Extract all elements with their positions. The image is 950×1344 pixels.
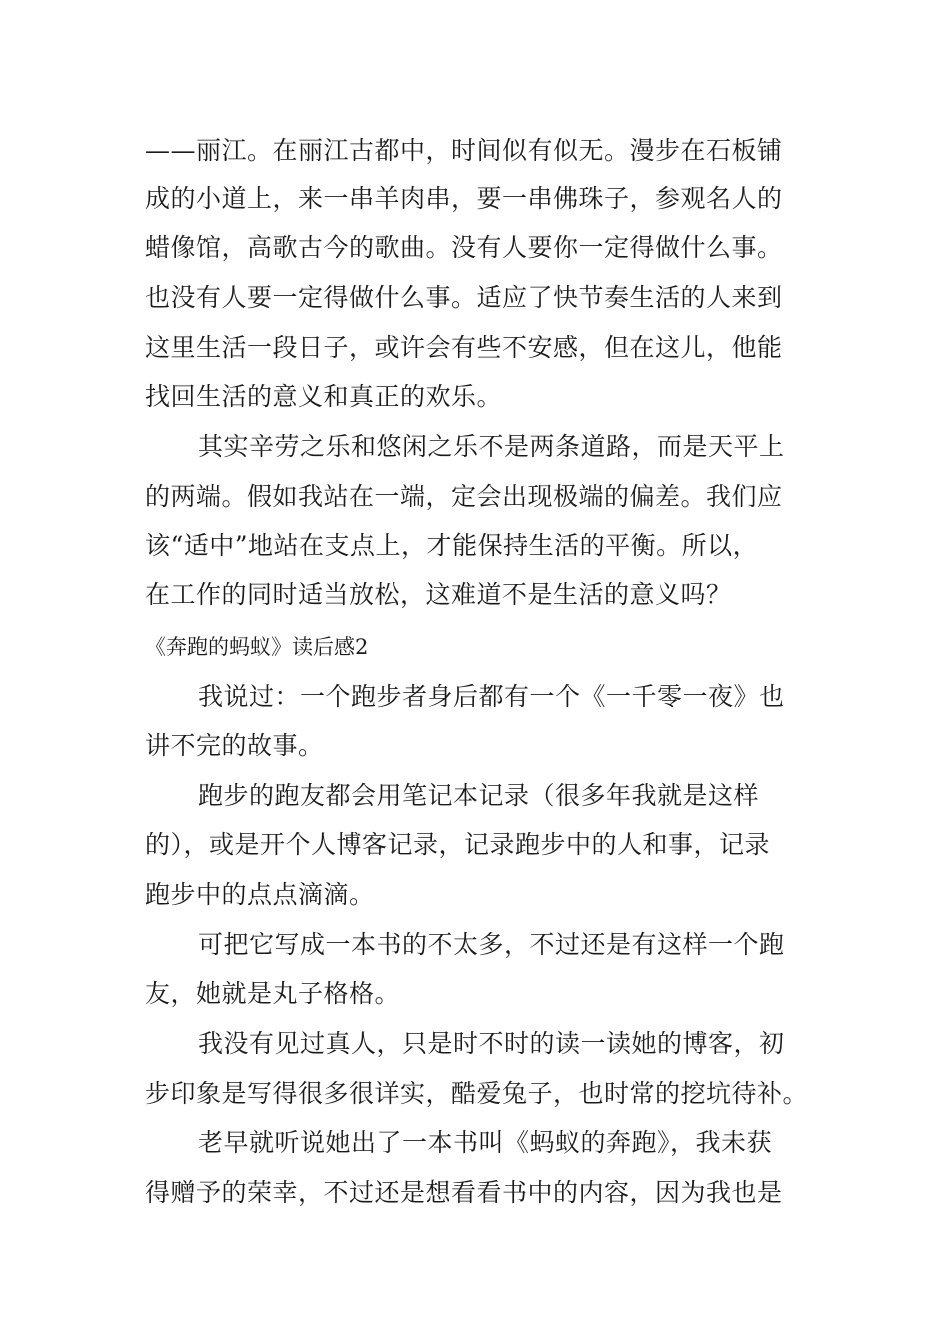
section-heading: 《奔跑的蚂蚁》读后感2: [145, 635, 369, 659]
paragraph-first-line: 老早就听说她出了一本书叫《蚂蚁的奔跑》，我未获: [198, 1128, 773, 1157]
text-line: 友，她就是丸子格格。: [145, 979, 401, 1008]
text-line: 找回生活的意义和真正的欢乐。: [145, 382, 503, 411]
text-line: 得赠予的荣幸，不过还是想看看书中的内容，因为我也是: [145, 1178, 783, 1207]
text-line: 这里生活一段日子，或许会有些不安感，但在这儿，他能: [145, 333, 783, 362]
paragraph-first-line: 我说过：一个跑步者身后都有一个《一千零一夜》也: [198, 682, 785, 711]
text-line: ——丽江。在丽江古都中，时间似有似无。漫步在石板铺: [145, 136, 783, 165]
paragraph-first-line: 可把它写成一本书的不太多，不过还是有这样一个跑: [198, 930, 785, 959]
text-line: 步印象是写得很多很详实，酷爱兔子，也时常的挖坑待补。: [145, 1079, 809, 1108]
text-line: 讲不完的故事。: [145, 731, 324, 760]
paragraph-first-line: 跑步的跑友都会用笔记本记录（很多年我就是这样: [198, 781, 760, 810]
text-line: 的两端。假如我站在一端，定会出现极端的偏差。我们应: [145, 482, 783, 511]
text-line: 的），或是开个人博客记录，记录跑步中的人和事，记录: [145, 830, 771, 859]
text-line: 也没有人要一定得做什么事。适应了快节奏生活的人来到: [145, 283, 783, 312]
paragraph-first-line: 我没有见过真人，只是时不时的读一读她的博客，初: [198, 1029, 785, 1058]
text-line: 蜡像馆，高歌古今的歌曲。没有人要你一定得做什么事。: [145, 233, 783, 262]
paragraph-first-line: 其实辛劳之乐和悠闲之乐不是两条道路，而是天平上: [198, 432, 785, 461]
text-line: 成的小道上，来一串羊肉串，要一串佛珠子，参观名人的: [145, 184, 783, 213]
text-line: 该“适中”地站在支点上，才能保持生活的平衡。所以，: [145, 531, 759, 560]
text-line: 在工作的同时适当放松，这难道不是生活的意义吗？: [145, 580, 732, 609]
text-line: 跑步中的点点滴滴。: [145, 880, 375, 909]
